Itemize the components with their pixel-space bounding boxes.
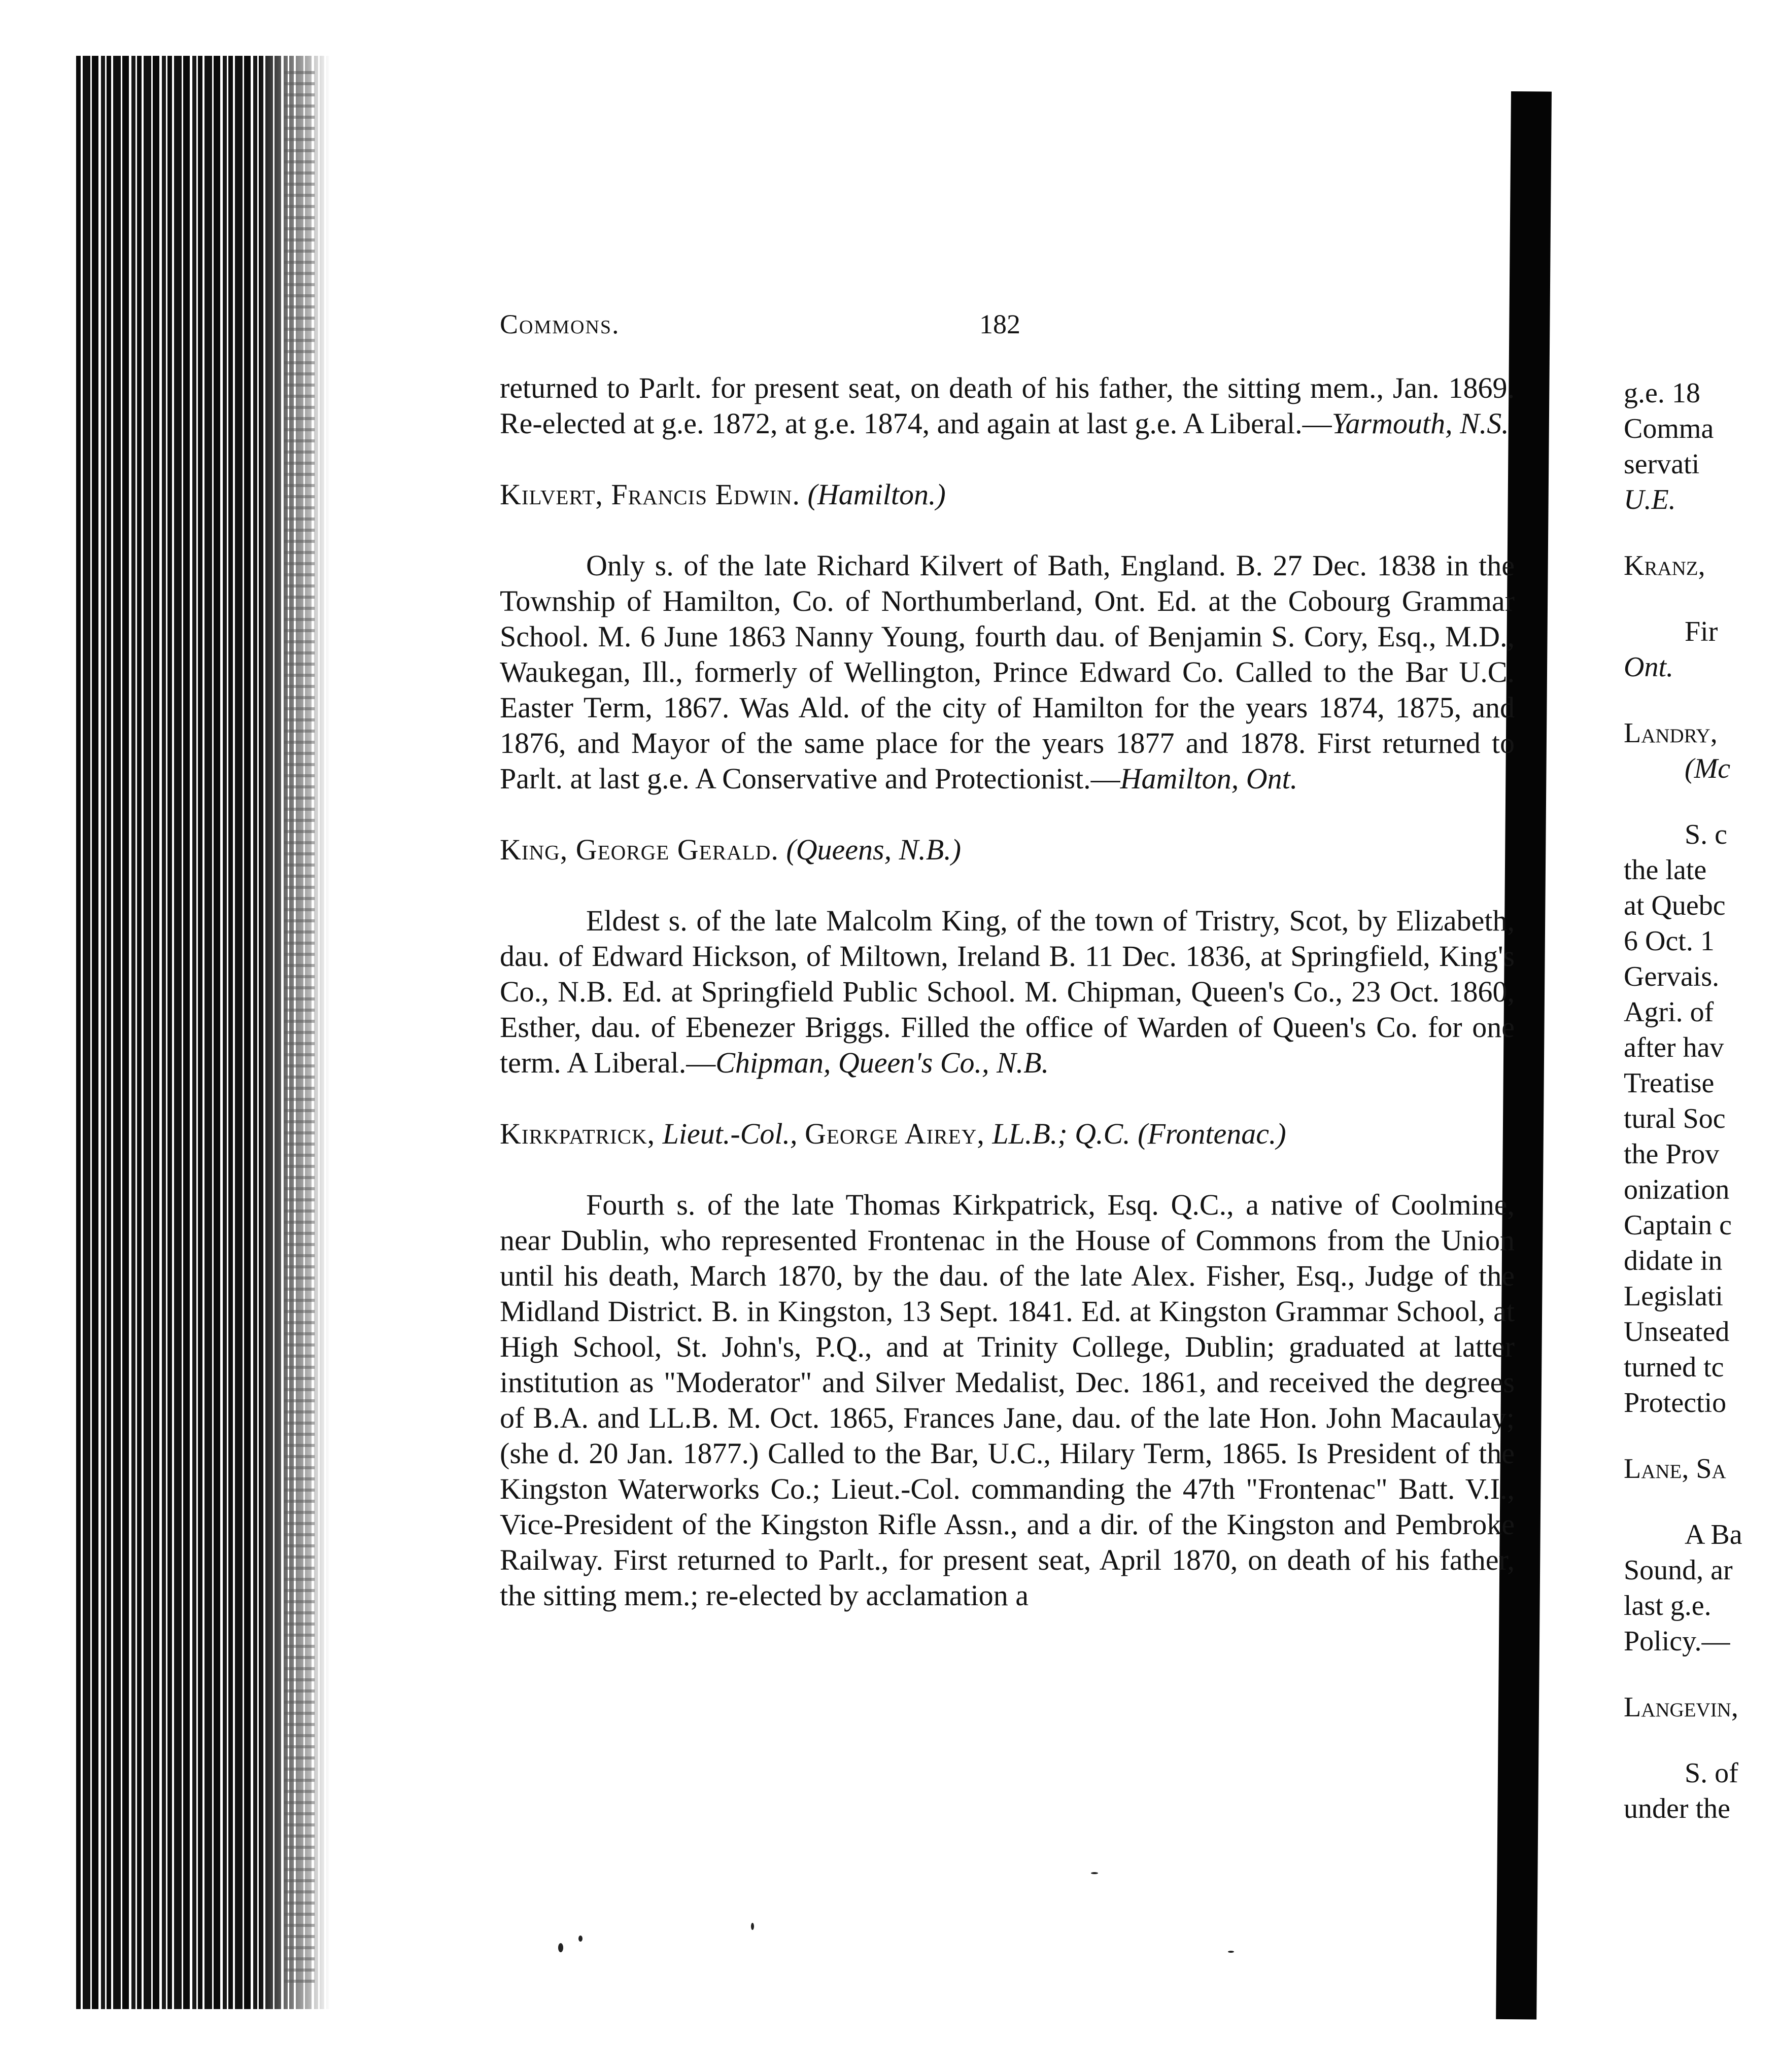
facing-line: at Quebc [1624,890,1726,921]
facing-line: Gervais. [1624,961,1720,992]
facing-line: Treatise [1624,1067,1715,1099]
facing-line: Agri. of [1624,996,1714,1028]
entry-bio-text: Fourth s. of the late Thomas Kirkpatrick, Esq. Q.C., a native of Coolmine, near Dublin, who represented Frontenac in the House of Commons from the Union until his death, March 1870, by the dau. of the late Alex. Fisher, Esq., Judge of the Midland District. B. in Kingston, 13 Sept. 1841. Ed. at Kingston Grammar School, at High School, St. John's, P.Q., and at Trinity College, Dublin; graduated at latter institution as "Moderator" and Silver Medalist, Dec. 1861, and received the degrees of B.A. and LL.B. M. Oct. 1865, Frances Jane, dau. of the late Hon. John Macaulay; (she d. 20 Jan. 1877.) Called to the Bar, U.C., Hilary Term, 1865. Is President of the Kingston Waterworks Co.; Lieut.-Col. commanding the 47th "Frontenac" Batt. V.I., Vice-President of the Kingston Rifle Assn., and a dir. of the Kingston and Pembroke Railway. First returned to Parlt., for present seat, April 1870, on death of his father, the sitting mem.; re-elected by acclamation a [500,1188,1515,1612]
facing-line: servati [1624,448,1700,480]
print-speck [1228,1951,1234,1953]
print-speck [578,1936,583,1942]
print-speck [558,1943,563,1952]
entry-name: King, George Gerald. [500,833,779,866]
binding-shadow [284,71,315,1989]
facing-gap [1624,583,1780,614]
facing-line: (Mc [1685,753,1731,784]
entry-bio-kilvert [500,548,1515,797]
continuation-text: returned to Parlt. for present seat, on death of his father, the sitting mem., Jan. 1869. Re-elected at g.e. 1872, at g.e. 1874, and again at last g.e. A Liberal.— [500,371,1515,440]
entry-constituency: (Queens, N.B.) [786,833,962,866]
entry-heading-kirkpatrick [500,1116,1515,1152]
facing-line: the late [1624,854,1707,886]
entry-name: Kirkpatrick, [500,1117,656,1150]
print-speck [1091,1872,1098,1874]
facing-gap [1624,1487,1780,1517]
facing-line: 6 Oct. 1 [1624,925,1715,957]
facing-line: Captain c [1624,1210,1732,1241]
entry-title: Lieut.-Col., [662,1117,798,1150]
entry-residence: Hamilton, Ont. [1120,762,1298,795]
facing-line: Unseated [1624,1316,1730,1348]
facing-entry-name: Kranz, [1624,550,1705,581]
facing-gap [1624,1659,1780,1689]
facing-line: Fir [1685,616,1718,647]
facing-line: turned tc [1624,1352,1724,1383]
entry-degrees: LL.B.; Q.C. [992,1117,1131,1150]
facing-line: tural Soc [1624,1103,1726,1134]
facing-gap [1624,786,1780,817]
facing-page-column [1624,375,1780,1826]
print-speck [751,1923,754,1930]
facing-gap [1624,517,1780,548]
continuation-paragraph [500,370,1515,441]
entry-heading-king [500,832,1515,868]
facing-line: Policy.— [1624,1626,1730,1657]
facing-line: onization [1624,1174,1730,1205]
facing-entry-name: Langevin, [1624,1691,1738,1723]
entry-heading-kilvert [500,477,1515,512]
entry-name: Kilvert, Francis Edwin. [500,478,801,511]
facing-line: Legislati [1624,1281,1723,1312]
facing-line: the Prov [1624,1138,1720,1170]
facing-line: under the [1624,1793,1730,1824]
entry-bio-text: Only s. of the late Richard Kilvert of Bath, England. B. 27 Dec. 1838 in the Township of Hamilton, Co. of Northumberland, Ont. Ed. at the Cobourg Grammar School. M. 6 June 1863 Nanny Young, fourth dau. of Benjamin S. Cory, Esq., M.D., Waukegan, Ill., formerly of Wellington, Prince Edward Co. Called to the Bar U.C. Easter Term, 1867. Was Ald. of the city of Hamilton for the years 1874, 1875, and 1876, and Mayor of the same place for the years 1877 and 1878. First returned to Parlt. at last g.e. A Conservative and Protectionist.— [500,549,1515,795]
facing-line: Sound, ar [1624,1555,1733,1586]
facing-line: Ont. [1624,651,1673,683]
main-column [500,370,1515,1649]
entry-constituency: (Hamilton.) [807,478,946,511]
facing-line: U.E. [1624,484,1676,515]
facing-line: A Ba [1685,1519,1742,1550]
facing-gap [1624,1725,1780,1755]
entry-bio-text: Eldest s. of the late Malcolm King, of the town of Tristry, Scot, by Elizabeth, dau. of Edward Hickson, of Miltown, Ireland B. 11 Dec. 1836, at Springfield, King's Co., N.B. Ed. at Springfield Public School. M. Chipman, Queen's Co., 23 Oct. 1860, Esther, dau. of Ebenezer Briggs. Filled the office of Warden of Queen's Co. for one term. A Liberal.— [500,904,1515,1079]
running-head: Commons. [500,309,620,339]
facing-line: last g.e. [1624,1590,1711,1621]
entry-name-continued: George Airey, [804,1117,985,1150]
facing-line: g.e. 18 [1624,377,1700,409]
entry-bio-kirkpatrick [500,1187,1515,1613]
facing-gap [1624,685,1780,715]
facing-line: after hav [1624,1032,1724,1063]
facing-line: S. of [1685,1757,1738,1789]
facing-entry-name: Lane, Sa [1624,1453,1726,1484]
continuation-place: Yarmouth, N.S. [1331,407,1509,440]
page-header [500,308,1020,349]
facing-entry-name: Landry, [1624,717,1718,749]
entry-bio-king [500,903,1515,1081]
facing-line: S. c [1685,819,1727,850]
entry-residence: Chipman, Queen's Co., N.B. [715,1046,1049,1079]
facing-line: Protectio [1624,1387,1727,1419]
entry-constituency: (Frontenac.) [1138,1117,1286,1150]
page-number: 182 [979,309,1020,339]
facing-line: didate in [1624,1245,1723,1276]
facing-gap [1624,1421,1780,1451]
facing-line: Comma [1624,413,1714,444]
